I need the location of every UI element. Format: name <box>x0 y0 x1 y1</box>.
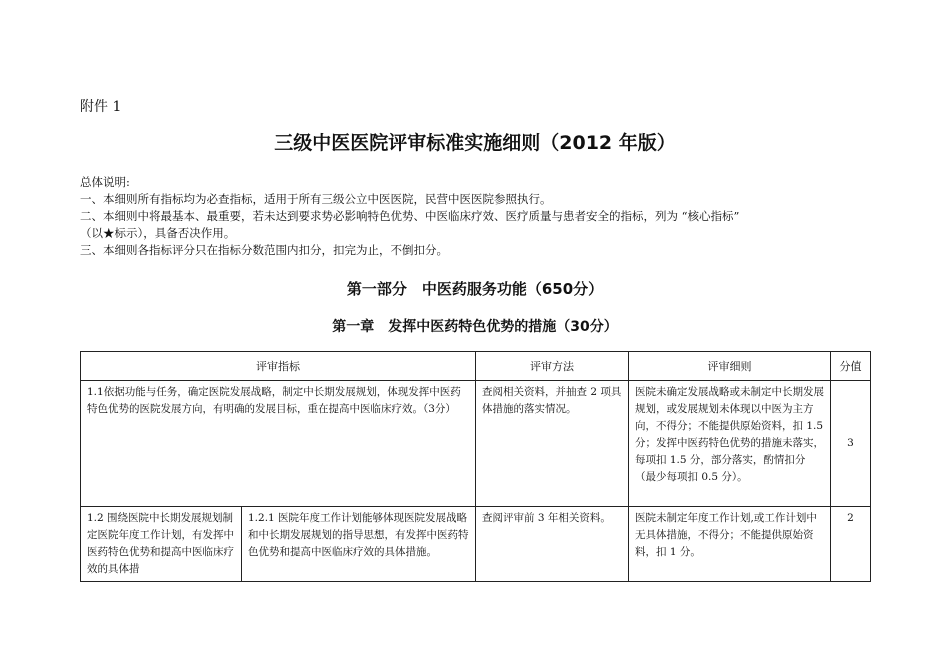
score-cell: 2 <box>831 507 871 582</box>
general-notes <box>80 174 880 259</box>
attachment-label: 附件 1 <box>80 99 122 115</box>
header-score: 分值 <box>831 352 871 381</box>
notes-heading: 总体说明: <box>80 175 130 189</box>
table-row <box>81 507 871 582</box>
method-cell: 查阅相关资料，并抽查 2 项具体措施的落实情况。 <box>476 381 629 507</box>
table-header-row <box>81 352 871 381</box>
notes-item: 一、本细则所有指标均为必查指标，适用于所有三级公立中医医院，民营中医医院参照执行。 <box>80 192 552 206</box>
header-method: 评审方法 <box>476 352 629 381</box>
method-cell: 查阅评审前 3 年相关资料。 <box>476 507 629 582</box>
criteria-table <box>80 351 871 582</box>
indicator-sub-cell: 1.2.1 医院年度工作计划能够体现医院发展战略和中长期发展规划的指导思想，有发挥中医药特色优势和提高中医临床疗效的具体措施。 <box>242 507 476 582</box>
detail-cell: 医院未确定发展战略或未制定中长期发展规划，或发展规划未体现以中医为主方向，不得分；不能提供原始资料，扣 1.5 分；发挥中医药特色优势的措施未落实，每项扣 1.5 分，部分落实，酌情扣分（最少每项扣 0.5 分）。 <box>629 381 831 507</box>
header-indicator: 评审指标 <box>81 352 476 381</box>
document-title: 三级中医医院评审标准实施细则（2012 年版） <box>274 132 676 154</box>
table-row <box>81 381 871 507</box>
notes-item: 三、本细则各指标评分只在指标分数范围内扣分，扣完为止，不倒扣分。 <box>80 243 448 257</box>
indicator-main-cell: 1.2 围绕医院中长期发展规划制定医院年度工作计划，有发挥中医药特色优势和提高中医临床疗效的具体措 <box>81 507 242 582</box>
part-title: 第一部分 中医药服务功能（650分） <box>346 280 604 298</box>
notes-item: 二、本细则中将最基本、最重要，若未达到要求势必影响特色优势、中医临床疗效、医疗质量与患者安全的指标，列为 “核心指标” <box>80 209 740 223</box>
notes-item: （以★标示），具备否决作用。 <box>80 226 236 240</box>
score-cell: 3 <box>831 381 871 507</box>
header-detail: 评审细则 <box>629 352 831 381</box>
indicator-cell: 1.1依据功能与任务，确定医院发展战略，制定中长期发展规划，体现发挥中医药特色优势的医院发展方向，有明确的发展目标，重在提高中医临床疗效。（3分） <box>81 381 476 507</box>
chapter-title: 第一章 发挥中医药特色优势的措施（30分） <box>332 319 618 335</box>
detail-cell: 医院未制定年度工作计划,或工作计划中无具体措施，不得分；不能提供原始资料，扣 1 分。 <box>629 507 831 582</box>
